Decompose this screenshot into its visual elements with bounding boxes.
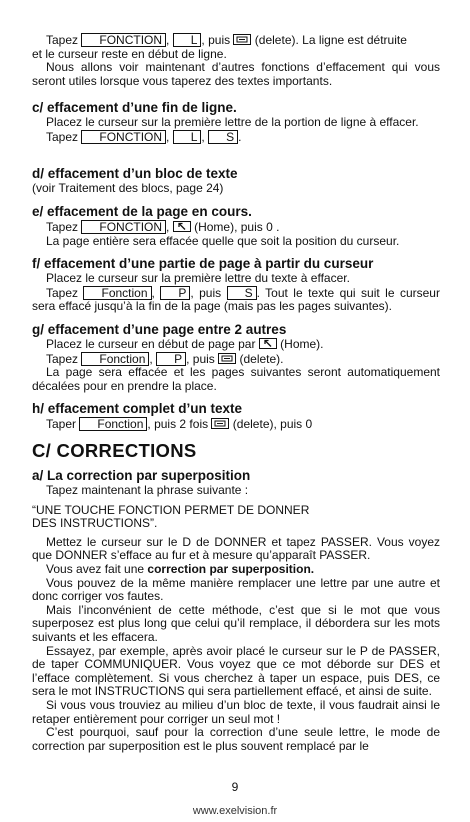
comma: , [201, 129, 205, 144]
corrections-heading: C/ CORRECTIONS [32, 440, 197, 461]
section-h [32, 401, 440, 432]
fonction-key: Fonction [81, 352, 149, 366]
section-f-explanation: . Tout le texte qui suit le curseur sera effacé jusqu’à la fin de la page (mais pas les pages suivantes). [32, 285, 440, 314]
tapez-text: Tapez [46, 351, 79, 366]
section-d [32, 166, 440, 196]
intro-line-1 [32, 33, 440, 48]
section-g-heading: g/ effacement d’une page entre 2 autres [32, 322, 287, 337]
intro-line-2: et le curseur reste en début de ligne. [32, 46, 227, 61]
corrections-paragraph-2 [32, 563, 440, 577]
delete-text: (delete). [239, 351, 284, 366]
section-c-text: Placez le curseur sur la première lettre de la portion de ligne à effacer. [46, 115, 419, 129]
page-number: 9 [231, 780, 239, 794]
section-e-text: La page entière sera effacée quelle que soit la position du curseur. [46, 233, 400, 248]
fonction-key: Fonction [83, 286, 151, 300]
intro-paragraph: Nous allons voir maintenant d’autres fonctions d’effacement qui vous seront utiles lorsque vous taperez des textes importants. [32, 60, 440, 88]
corrections-paragraph-4: Mais l’inconvénient de cette méthode, c’est que si le mot que vous superposez est plus long que celui qu’il remplace, il débordera sur les mots suivants et les effacera. [32, 602, 440, 644]
section-d-text: (voir Traitement des blocs, page 24) [32, 181, 224, 195]
section-e-keys [32, 220, 440, 235]
section-c-keys [32, 130, 440, 145]
delete-puis-0-text: (delete), puis 0 [232, 417, 313, 431]
intro-block [32, 33, 440, 88]
tapez-text: Tapez [46, 285, 79, 300]
section-c [32, 100, 440, 144]
home-arrow-key-icon [173, 221, 191, 232]
l-key: L [173, 130, 202, 144]
corrections-paragraph-5: Essayez, par exemple, après avoir placé le curseur sur le P de PASSER, de taper COMMUNIQUER. Vous voyez que ce mot déborde sur DES et l’efface complètement. Si vous cherchez à taper un espace, puis DES, ce sera le mot INSTRUCTIONS qui sera partiellement effacé, et ainsi de suite. [32, 643, 440, 699]
comma: , [166, 129, 170, 144]
p-key: P [160, 286, 190, 300]
delete-key-icon [211, 418, 229, 429]
comma: , [166, 220, 170, 234]
section-h-heading: h/ effacement complet d’un texte [32, 401, 243, 416]
corrections-paragraph-3: Vous pouvez de la même manière remplacer une lettre par une autre et donc corriger vos fautes. [32, 575, 440, 604]
delete-key-icon [218, 353, 236, 364]
section-g-text [32, 338, 440, 352]
section-f-keys [32, 286, 440, 314]
s-key: S [208, 130, 238, 144]
section-c-heading: c/ effacement d’une fin de ligne. [32, 100, 237, 115]
superposition-lead-text: Vous avez fait une [46, 561, 145, 576]
placez-text: Placez le curseur en début de page par [46, 337, 256, 351]
section-f-heading: f/ effacement d’une partie de page à partir du curseur [32, 256, 374, 271]
superposition-bold-text: correction par superposition. [147, 561, 315, 576]
tapez-text: Tapez [46, 129, 79, 144]
home-arrow-key-icon [259, 338, 277, 349]
section-e-heading: e/ effacement de la page en cours. [32, 204, 252, 219]
s-key: S [227, 286, 257, 300]
quote-line-2: DES INSTRUCTIONS”. [32, 516, 158, 531]
puis-text: , puis [201, 33, 231, 47]
puis-2-fois-text: , puis 2 fois [147, 417, 209, 431]
comma: , [151, 285, 155, 300]
superposition-heading: a/ La correction par superposition [32, 468, 251, 483]
corrections-paragraph-6: Si vous vous trouviez au milieu d’un bloc de texte, il vous faudrait ainsi le retaper entièrement pour corriger un seul mot ! [32, 697, 440, 726]
fonction-key: FONCTION [81, 33, 166, 47]
taper-text: Taper [46, 417, 77, 431]
section-g-keys [32, 352, 440, 367]
section-h-keys [32, 417, 440, 432]
comma: , [166, 33, 170, 47]
tapez-text: Tapez [46, 220, 79, 234]
comma: , [149, 351, 153, 366]
fonction-key: FONCTION [81, 130, 166, 144]
fonction-key: Fonction [79, 417, 147, 431]
home-text: (Home). [280, 337, 324, 351]
puis-text: , puis [190, 285, 222, 300]
l-key: L [173, 33, 202, 47]
section-g-explanation: La page sera effacée et les pages suivantes seront automatiquement décalées pour en prendre la place. [32, 365, 440, 393]
corrections-paragraph-1: Mettez le curseur sur le D de DONNER et tapez PASSER. Vous voyez que DONNER s’efface au fur et à mesure qu’apparaît PASSER. [32, 534, 440, 563]
quote-line-1: “UNE TOUCHE FONCTION PERMET DE DONNER [32, 502, 310, 517]
delete-explanation: (delete). La ligne est détruite [254, 33, 407, 47]
puis-text: , puis [186, 351, 215, 366]
section-f [32, 256, 440, 314]
tapez-text: Tapez [46, 33, 79, 47]
section-g [32, 322, 440, 393]
corrections-paragraph-7: C’est pourquoi, sauf pour la correction d’une seule lettre, le mode de correction par superposition est le plus souvent remplacé par le [32, 725, 440, 753]
home-explanation: (Home), puis 0 . [194, 220, 280, 234]
corrections-section [32, 440, 440, 753]
delete-key-icon [233, 34, 251, 45]
section-e [32, 204, 440, 248]
fonction-key: FONCTION [81, 220, 166, 234]
period: . [238, 129, 242, 144]
corrections-intro: Tapez maintenant la phrase suivante : [46, 483, 249, 497]
p-key: P [156, 352, 186, 366]
website-footer: www.exelvision.fr [192, 805, 278, 817]
section-d-heading: d/ effacement d’un bloc de texte [32, 166, 238, 181]
section-f-text: Placez le curseur sur la première lettre du texte à effacer. [46, 271, 350, 285]
